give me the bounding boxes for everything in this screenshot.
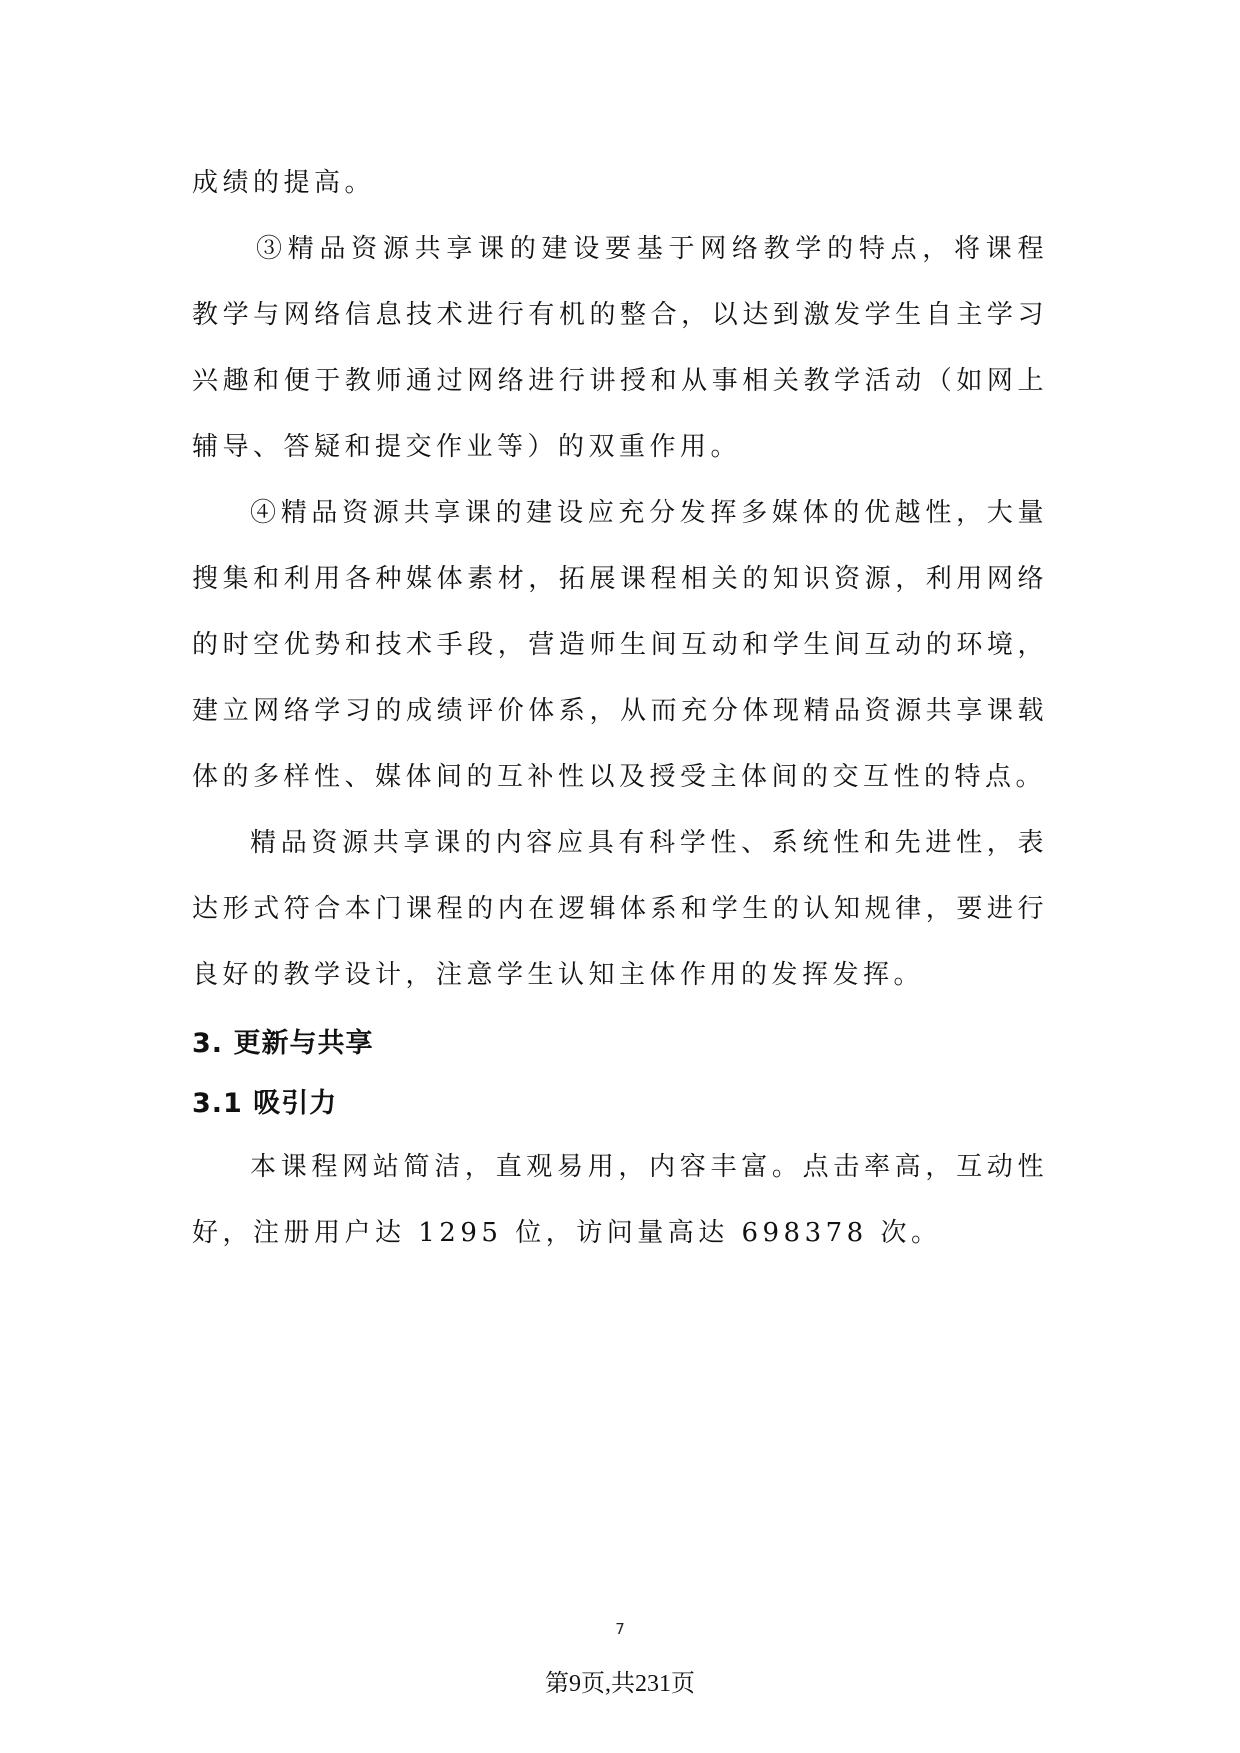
section-heading-update-share: 3. 更新与共享 <box>192 1028 374 1059</box>
paragraph-site-stats: 本课程网站简洁，直观易用，内容丰富。点击率高，互动性好，注册用户达 1295 位，访问量高达 698378 次。 <box>192 1152 1048 1248</box>
paragraph-point-3: ③精品资源共享课的建设要基于网络教学的特点，将课程教学与网络信息技术进行有机的整合，以达到激发学生自主学习兴趣和便于教师通过网络进行讲授和从事相关教学活动（如网上辅导、答疑和提交作业等）的双重作用。 <box>192 234 1048 462</box>
subsection-heading-attraction: 3.1 吸引力 <box>192 1088 338 1119</box>
paragraph-continuation: 成绩的提高。 <box>192 168 376 198</box>
paragraph-point-4: ④精品资源共享课的建设应充分发挥多媒体的优越性，大量搜集和利用各种媒体素材，拓展课程相关的知识资源，利用网络的时空优势和技术手段，营造师生间互动和学生间互动的环境，建立网络学习的成绩评价体系，从而充分体现精品资源共享课载体的多样性、媒体间的互补性以及授受主体间的交互性的特点。 <box>192 498 1048 792</box>
paragraph-content-requirements: 精品资源共享课的内容应具有科学性、系统性和先进性，表达形式符合本门课程的内在逻辑体系和学生的认知规律，要进行良好的教学设计，注意学生认知主体作用的发挥发挥。 <box>192 828 1048 990</box>
page-number: 7 <box>615 1620 625 1638</box>
page-footer-info: 第9页,共231页 <box>545 1671 695 1697</box>
document-body <box>192 150 1048 1266</box>
